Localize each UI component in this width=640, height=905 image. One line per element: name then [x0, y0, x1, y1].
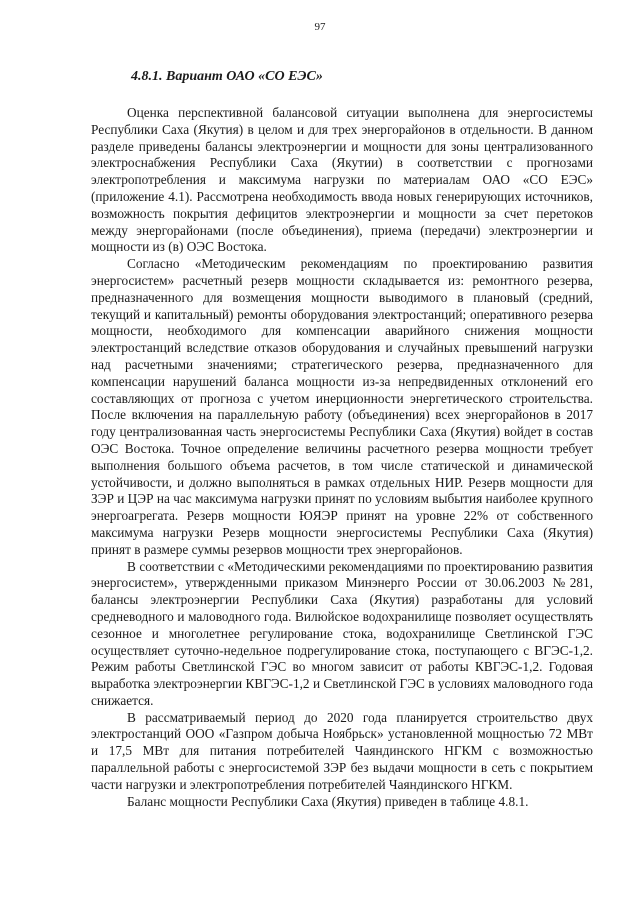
paragraph-gazprom-plants: В рассматриваемый период до 2020 года планируется строительство двух электростанций ООО «Газпром добыча Ноябрьск» установленной мощностью 72 МВт и 17,5 МВт для питания потребителей Чаяндинского НГКМ с возможностью параллельной работы с энергосистемой ЗЭР без выдачи мощности в сеть с покрытием части нагрузки и электропотребления потребителей Чаяндинского НГКМ.: [91, 709, 593, 792]
paragraph-table-reference: Баланс мощности Республики Саха (Якутия) приведен в таблице 4.8.1.: [127, 793, 529, 809]
paragraph-balance-assessment: Оценка перспективной балансовой ситуации выполнена для энергосистемы Республики Саха (Якутия) в целом и для трех энергорайонов в отдельности. В данном разделе приведены балансы электроэнергии и мощности для зоны централизованного электроснабжения Республики Саха (Якутии) в соответствии с прогнозами электропотребления и максимума нагрузки по материалам ОАО «СО ЕЭС» (приложение 4.1). Рассмотрена необходимость ввода новых генерирующих источников, возможность покрытия дефицитов электроэнергии и мощности за счет перетоков между энергорайонами (после объединения), приема (передачи) электроэнергии и мощности из (в) ОЭС Востока.: [91, 105, 593, 255]
paragraph-water-conditions: В соответствии с «Методическими рекомендациями по проектированию развития энергосистем», утвержденными приказом Минэнерго России от 30.06.2003 №281, балансы электроэнергии Республики Саха (Якутия) разработаны для условий средневодного и маловодного года. Вилюйское водохранилище позволяет осуществлять сезонное и многолетнее регулирование стока, водохранилище Светлинской ГЭС осуществляет суточно-недельное подрегулирование стока, поступающего с ВГЭС-1,2. Режим работы Светлинской ГЭС во многом зависит от работы КВГЭС-1,2. Годовая выработка электроэнергии КВГЭС-1,2 и Светлинской ГЭС в условиях маловодного года снижается.: [91, 558, 593, 708]
body-text: [91, 105, 593, 810]
paragraph-power-reserve: Согласно «Методическим рекомендациям по проектированию развития энергосистем» расчетный резерв мощности складывается из: ремонтного резерва, предназначенного для возмещения мощности выводимого в плановый (средний, текущий и капитальный) ремонты оборудования электростанций; оперативного резерва мощности, необходимого для компенсации аварийного снижения мощности электростанций вследствие отказов оборудования и случайных превышений нагрузки над расчетными значениями; стратегического резерва, предназначенного для компенсации нарушений баланса мощности из-за непредвиденных отклонений его составляющих от прогноза с учетом инерционности энергетического строительства. После включения на параллельную работу (объединения) всех энергорайонов в 2017 году централизованная часть энергосистемы Республики Саха (Якутия) войдет в состав ОЭС Востока. Точное определение величины расчетного резерва мощности требует выполнения большого объема расчетов, в том числе статической и динамической устойчивости, и должно выполняться в рамках отдельных НИР. Резерв мощности для ЗЭР и ЦЭР на час максимума нагрузки принят по условиям выбытия наиболее крупного энергоагрегата. Резерв мощности ЮЯЭР принят на уровне 22% от собственного максимума нагрузки Резерв мощности энергосистемы Республики Саха (Якутия) принят в размере суммы резервов мощности трех энергорайонов.: [91, 256, 593, 557]
page-number: 97: [314, 21, 326, 33]
section-title: 4.8.1. Вариант ОАО «СО ЕЭС»: [131, 69, 323, 84]
